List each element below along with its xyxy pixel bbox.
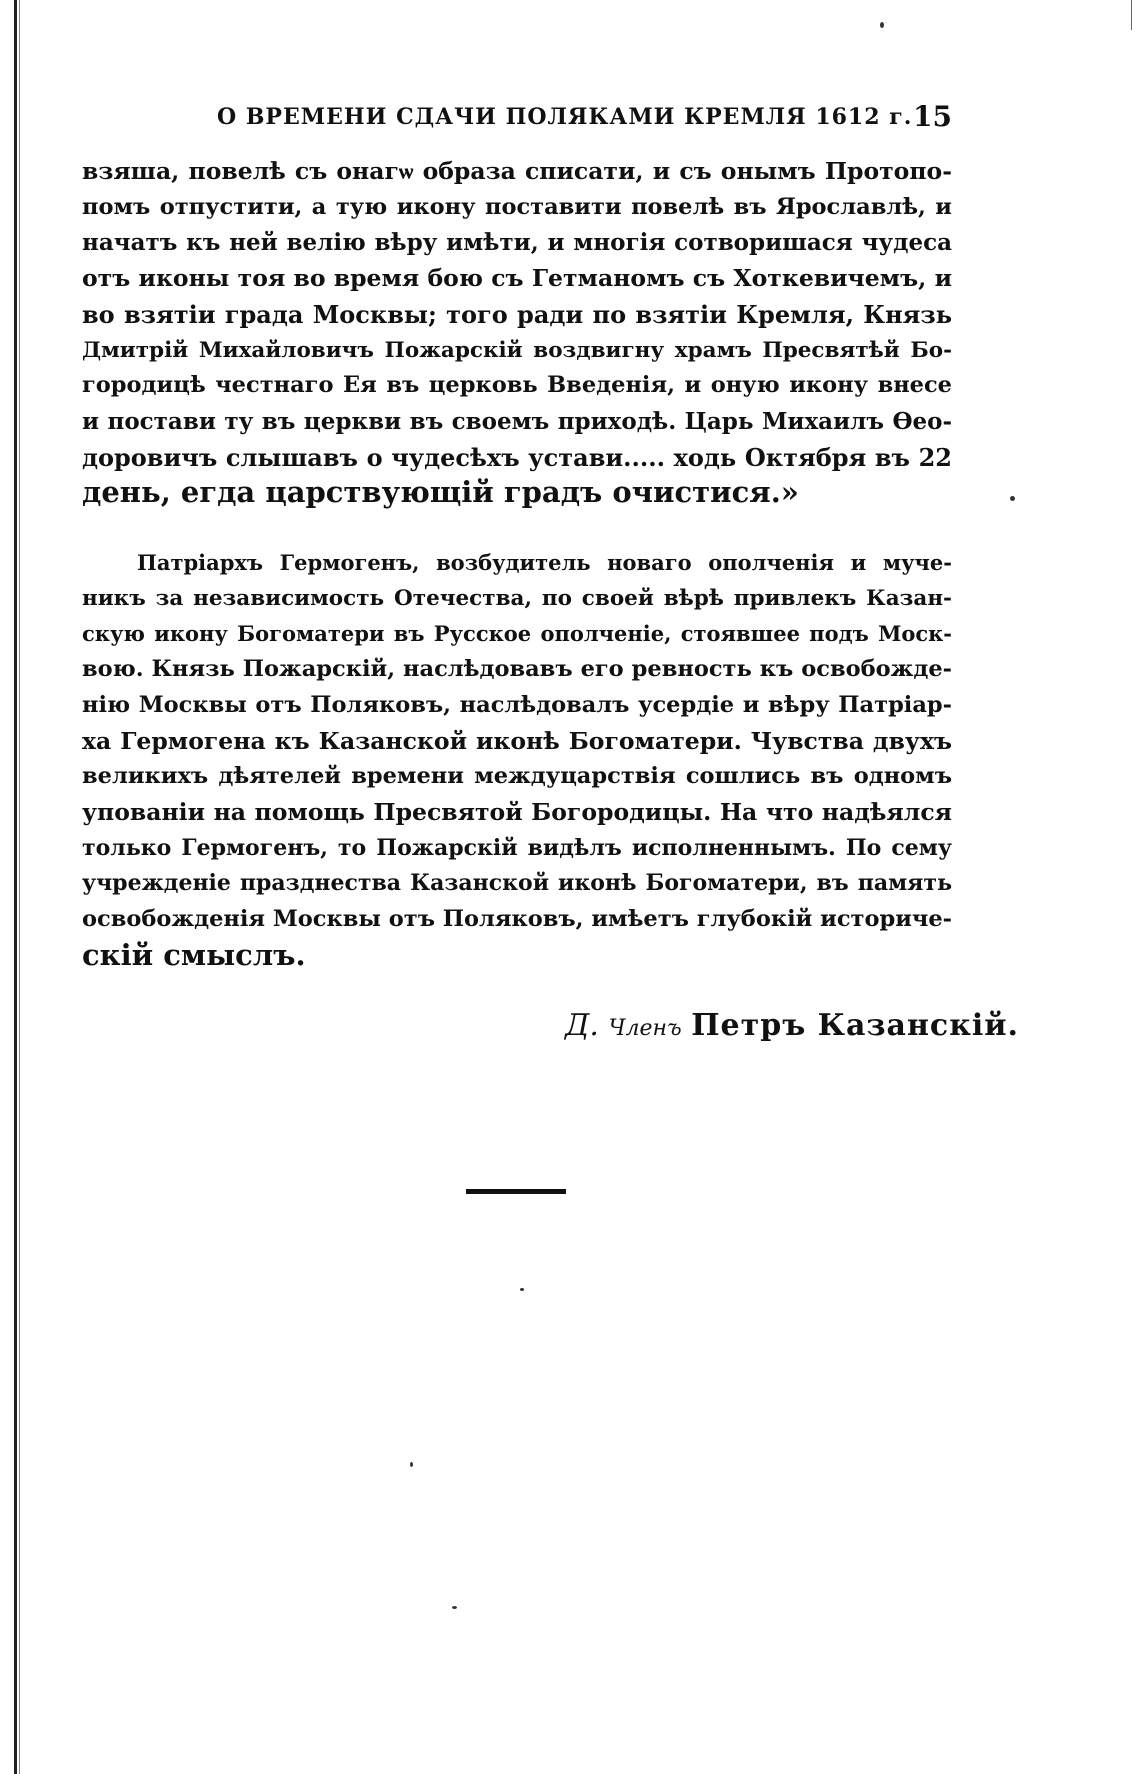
paragraph-quote <box>82 154 952 511</box>
signature-name: Петръ Казанскій. <box>691 1008 1019 1043</box>
text-line: скій смыслъ. <box>82 937 306 972</box>
signature-prefix: Д. <box>565 1008 599 1043</box>
text-line: никъ за независимость Отечества, по своей вѣрѣ привлекъ Казан- <box>82 585 952 611</box>
text-line: городицѣ честнаго Ея въ церковь Введенія, и оную икону внесе <box>82 372 952 399</box>
text-line: доровичъ слышавъ о чудесѣхъ устави..... ходь Октября въ 22 <box>82 442 952 472</box>
text-line: Дмитрій Михайловичъ Пожарскій воздвигну храмъ Пресвятѣй Бо- <box>82 337 952 363</box>
running-header <box>82 92 952 142</box>
page-number: 15 <box>913 100 952 133</box>
text-line: отъ иконы тоя во время бою съ Гетманомъ съ Хоткевичемъ, и <box>82 264 952 293</box>
scan-edge-left-inner <box>19 0 20 1774</box>
paragraph-main <box>82 545 952 973</box>
text-line: великихъ дѣятелей времени междуцарствія сошлись въ одномъ <box>82 763 952 790</box>
scan-speck <box>410 1462 413 1467</box>
signature-title: Членъ <box>608 1016 682 1041</box>
scan-speck <box>1010 496 1015 501</box>
text-line: скую икону Богоматери въ Русское ополченіе, стоявшее подъ Моск- <box>82 621 952 647</box>
scan-edge-left <box>14 0 17 1774</box>
text-line: ха Гермогена къ Казанской иконѣ Богоматери. Чувства двухъ <box>82 726 952 755</box>
scan-speck <box>880 22 884 28</box>
text-line: упованіи на помощь Пресвятой Богородицы. На что надѣялся <box>82 797 952 826</box>
section-divider <box>466 1189 566 1194</box>
text-line: нію Москвы отъ Поляковъ, наслѣдовалъ усердіе и вѣру Патріар- <box>82 691 952 718</box>
scan-speck <box>452 1606 457 1609</box>
header-title: О ВРЕМЕНИ СДАЧИ ПОЛЯКАМИ КРЕМЛЯ 1612 г. <box>217 104 913 130</box>
text-line: учрежденіе празднества Казанской иконѣ Богоматери, въ память <box>82 870 952 897</box>
text-line: Патріархъ Гермогенъ, возбудитель новаго ополченія и муче- <box>137 550 952 576</box>
text-line: вою. Князь Пожарскій, наслѣдовавъ его ревность къ освобожде- <box>82 656 952 683</box>
text-line: и постави ту въ церкви въ своемъ приходѣ. Царь Михаилъ Ѳео- <box>82 407 952 435</box>
text-line: начатъ къ ней велію вѣру имѣти, и многія сотворишася чудеса <box>82 229 952 257</box>
scan-edge-right <box>1131 0 1132 30</box>
text-line: взяша, повелѣ съ онагѡ образа списати, и съ онымъ Протопо- <box>82 157 952 185</box>
document-page <box>82 92 952 973</box>
text-line: освобожденія Москвы отъ Поляковъ, имѣетъ глубокій историче- <box>82 906 953 933</box>
author-signature <box>565 1008 1019 1043</box>
text-line: помъ отпустити, а тую икону поставити повелѣ въ Ярославлѣ, и <box>82 193 952 220</box>
scan-speck <box>520 1288 524 1291</box>
text-line: только Гермогенъ, то Пожарскій видѣлъ исполненнымъ. По сему <box>82 834 952 861</box>
text-line: день, егда царствующій градъ очистися.» <box>82 475 799 510</box>
text-line: во взятіи града Москвы; того ради по взятіи Кремля, Князь <box>82 299 952 329</box>
